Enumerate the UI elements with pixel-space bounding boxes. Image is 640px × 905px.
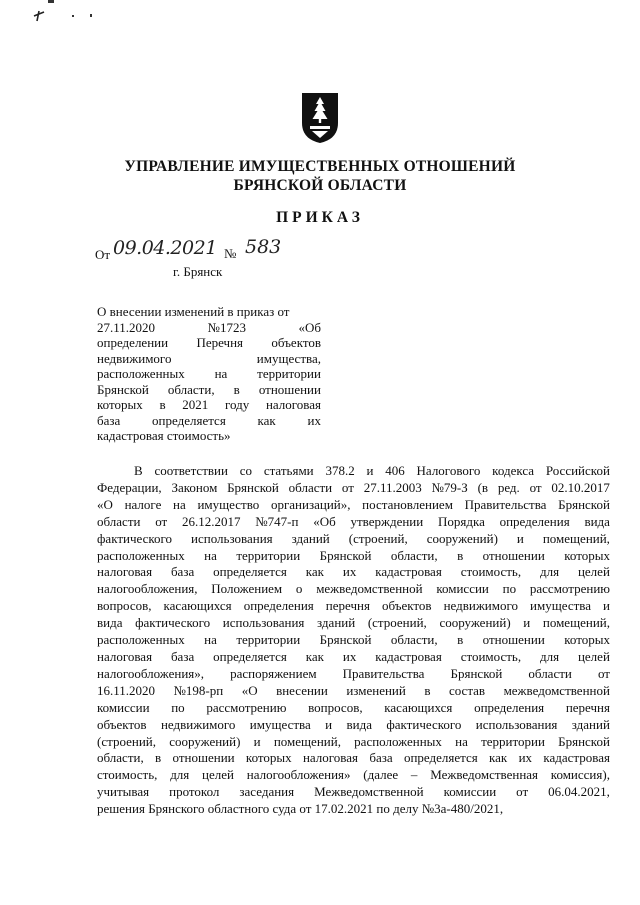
subject-text: кадастровая стоимость» bbox=[97, 428, 231, 443]
body-word: распоряжением bbox=[230, 665, 317, 681]
body-word: зданий bbox=[317, 615, 356, 631]
body-line bbox=[97, 649, 610, 666]
body-word: определяется bbox=[213, 564, 287, 580]
subject-text: О внесении изменений в приказ от bbox=[97, 304, 290, 319]
body-word: о bbox=[295, 581, 303, 597]
body-word: изменений bbox=[346, 682, 406, 698]
body-word: вопросов, bbox=[308, 699, 363, 715]
body-word: расположенных bbox=[354, 733, 442, 749]
body-word: их bbox=[518, 750, 533, 766]
body-word: №79-З bbox=[431, 479, 468, 495]
subject-word: расположенных bbox=[97, 366, 185, 381]
body-word: области bbox=[528, 665, 572, 681]
body-line bbox=[97, 632, 610, 649]
body-word: помещений, bbox=[542, 615, 610, 631]
subject-word: налоговая bbox=[265, 397, 321, 412]
subject-word: определяется bbox=[152, 412, 226, 428]
subject-line bbox=[97, 413, 321, 429]
body-word: Положением bbox=[211, 581, 283, 597]
body-word: В bbox=[134, 463, 143, 478]
body-word: 02.10.2017 bbox=[551, 479, 610, 495]
subject-word: объектов bbox=[271, 335, 321, 350]
body-word: области, bbox=[390, 547, 438, 563]
subject-word: «Об bbox=[298, 319, 321, 335]
bryansk-coat-of-arms-icon bbox=[299, 91, 341, 145]
body-line bbox=[97, 615, 610, 632]
subject-word: определении bbox=[97, 335, 169, 350]
body-line bbox=[97, 598, 610, 615]
body-word: которых bbox=[564, 632, 610, 648]
subject-word: территории bbox=[257, 366, 321, 381]
body-word: вопросов, bbox=[97, 598, 152, 614]
body-word: и bbox=[366, 463, 374, 478]
body-word: и bbox=[603, 598, 610, 614]
number-prefix: № bbox=[224, 246, 237, 261]
body-word: и bbox=[325, 716, 333, 732]
body-word: Российской bbox=[545, 463, 610, 478]
document-type-title: ПРИКАЗ bbox=[276, 209, 364, 226]
body-word: использования bbox=[475, 716, 558, 732]
body-word: вида bbox=[97, 615, 123, 631]
body-line bbox=[97, 767, 610, 784]
body-line bbox=[97, 581, 610, 598]
subject-word: в bbox=[233, 381, 240, 397]
body-line bbox=[97, 548, 610, 565]
body-word: статьями bbox=[263, 463, 314, 478]
body-word: Правительства bbox=[464, 496, 547, 512]
subject-word: имущества, bbox=[256, 350, 321, 366]
body-word: зданий bbox=[291, 530, 330, 546]
body-word: в bbox=[155, 750, 162, 766]
subject-word: Перечня bbox=[196, 335, 244, 350]
body-word: сооружений) bbox=[439, 615, 511, 631]
body-word: перечня bbox=[565, 699, 610, 715]
body-word: имущество bbox=[197, 496, 260, 512]
organization-name-line-2: БРЯНСКОЙ ОБЛАСТИ bbox=[233, 177, 407, 194]
subject-line bbox=[97, 366, 321, 382]
body-word: области bbox=[97, 513, 141, 529]
body-word: налоговая bbox=[97, 648, 153, 664]
body-word: зданий bbox=[571, 716, 610, 732]
body-word: рассмотрению bbox=[529, 581, 610, 597]
body-word: имущества bbox=[530, 598, 592, 614]
body-word: база bbox=[369, 750, 393, 766]
subject-word: 27.11.2020 bbox=[97, 319, 156, 335]
body-word: 27.11.2003 bbox=[363, 479, 422, 495]
order-body-text bbox=[97, 463, 610, 818]
subject-word: как bbox=[257, 412, 276, 428]
body-word: как bbox=[489, 750, 508, 766]
subject-word: которых bbox=[97, 397, 143, 412]
body-word: от bbox=[341, 479, 354, 495]
body-word: от bbox=[155, 513, 168, 529]
body-word: состав bbox=[448, 682, 486, 698]
body-word: использования bbox=[191, 530, 273, 546]
scan-margin-marks bbox=[30, 8, 130, 38]
body-word: кадастровая bbox=[375, 648, 442, 664]
body-word: утверждении bbox=[350, 513, 424, 529]
body-word: стоимость, bbox=[460, 564, 522, 580]
body-word: налогообложения», bbox=[97, 665, 205, 681]
body-word: определения bbox=[499, 513, 570, 529]
body-word: 406 bbox=[385, 463, 405, 478]
body-word: Федерации, bbox=[97, 479, 162, 495]
body-word: Законом bbox=[171, 479, 218, 495]
body-word: которых bbox=[245, 750, 292, 766]
body-word: определения bbox=[243, 598, 314, 614]
subject-word: их bbox=[307, 412, 321, 428]
body-word: недвижимого bbox=[160, 716, 236, 732]
body-word: касающихся bbox=[163, 598, 232, 614]
body-word: налоговая bbox=[97, 564, 153, 580]
body-word: области, bbox=[97, 750, 144, 766]
body-word: Брянской bbox=[558, 733, 610, 749]
body-line bbox=[97, 531, 610, 548]
organization-name-line-1: УПРАВЛЕНИЕ ИМУЩЕСТВЕННЫХ ОТНОШЕНИЙ bbox=[124, 158, 516, 175]
date-prefix: От bbox=[95, 247, 111, 262]
body-word: налогообложения» bbox=[246, 767, 351, 783]
subject-line bbox=[97, 320, 321, 336]
body-word: на bbox=[173, 496, 186, 512]
body-word: и bbox=[523, 615, 531, 631]
body-word: Брянской bbox=[558, 496, 610, 512]
body-word: 378.2 bbox=[325, 463, 355, 478]
body-word: объектов bbox=[381, 598, 432, 614]
body-line bbox=[97, 700, 610, 717]
body-word: кодекса bbox=[492, 463, 535, 478]
body-word: фактического bbox=[97, 530, 173, 546]
body-word: их bbox=[342, 648, 357, 664]
body-word: определяется bbox=[403, 750, 478, 766]
body-word: по bbox=[502, 581, 517, 597]
body-word: определения bbox=[474, 699, 545, 715]
body-word: целей bbox=[577, 564, 610, 580]
order-subject bbox=[97, 304, 321, 444]
body-word: Правительства bbox=[342, 665, 425, 681]
body-word: в bbox=[457, 547, 464, 563]
body-word: которых bbox=[564, 547, 610, 563]
body-word: фактического bbox=[386, 716, 462, 732]
body-word: отношении bbox=[172, 750, 235, 766]
body-word: комиссии bbox=[436, 581, 489, 597]
body-word: области bbox=[288, 479, 333, 495]
body-word: со bbox=[239, 463, 253, 478]
body-word: №747-п bbox=[255, 513, 299, 529]
subject-word: году bbox=[224, 397, 250, 412]
body-word: соответствии bbox=[154, 463, 228, 478]
body-word: на bbox=[204, 632, 217, 648]
body-word: и bbox=[253, 733, 261, 749]
body-word: Порядка bbox=[437, 513, 485, 529]
subject-word: области, bbox=[167, 381, 215, 397]
body-word: (строений, bbox=[348, 530, 408, 546]
body-word: «Об bbox=[313, 513, 336, 529]
body-line bbox=[97, 717, 610, 734]
subject-line bbox=[97, 304, 321, 320]
body-line bbox=[97, 734, 610, 751]
body-word: протокол bbox=[169, 784, 220, 800]
subject-line bbox=[97, 428, 321, 444]
body-word: для bbox=[539, 564, 560, 580]
body-word: имущества bbox=[249, 716, 311, 732]
body-word: ред. bbox=[497, 479, 520, 495]
body-line bbox=[97, 784, 610, 801]
body-text: решения Брянского областного суда от 17.02.2021 по делу №3а-480/2021, bbox=[97, 801, 504, 817]
body-word: заседания bbox=[239, 784, 295, 800]
body-word: комиссии bbox=[97, 699, 150, 715]
body-word: и bbox=[516, 530, 524, 546]
body-word: «О bbox=[97, 496, 113, 512]
body-word: налоге bbox=[124, 496, 162, 512]
body-word: сооружений) bbox=[169, 733, 241, 749]
body-word: по bbox=[171, 699, 185, 715]
body-word: межведомственной bbox=[503, 682, 610, 698]
body-line bbox=[97, 666, 610, 683]
body-line bbox=[97, 801, 610, 818]
subject-line bbox=[97, 351, 321, 367]
body-word: расположенных bbox=[97, 547, 185, 563]
body-word: от bbox=[516, 784, 529, 800]
body-word: от bbox=[597, 665, 610, 681]
body-word: налогообложения, bbox=[97, 581, 198, 597]
body-word: вида bbox=[346, 716, 372, 732]
body-word: на bbox=[204, 547, 217, 563]
body-word: помещений, bbox=[273, 733, 341, 749]
body-word: стоимость, bbox=[460, 648, 522, 664]
body-word: внесении bbox=[276, 682, 328, 698]
body-word: от bbox=[529, 479, 542, 495]
body-word: для bbox=[539, 648, 560, 664]
subject-word: база bbox=[97, 412, 121, 428]
body-word: стоимость, bbox=[97, 767, 158, 783]
body-word: учитывая bbox=[97, 784, 150, 800]
body-word: (строений, bbox=[97, 733, 156, 749]
body-word: комиссия), bbox=[550, 767, 610, 783]
body-line bbox=[97, 564, 610, 581]
body-word: – bbox=[410, 767, 418, 783]
body-line bbox=[97, 497, 610, 514]
subject-line bbox=[97, 397, 321, 413]
body-word: (строений, bbox=[367, 615, 427, 631]
body-word: целей bbox=[202, 767, 234, 783]
handwritten-order-number: 583 bbox=[245, 236, 282, 258]
body-word: Брянской bbox=[319, 547, 372, 563]
body-word: отношении bbox=[482, 547, 545, 563]
subject-word: №1723 bbox=[207, 319, 246, 335]
body-word: Брянской bbox=[227, 479, 279, 495]
body-word: рассмотрению bbox=[206, 699, 287, 715]
body-word: недвижимого bbox=[443, 598, 519, 614]
body-word: помещений, bbox=[542, 530, 610, 546]
body-word: «О bbox=[241, 682, 258, 698]
body-line bbox=[97, 750, 610, 767]
subject-word: отношении bbox=[258, 381, 321, 397]
body-word: целей bbox=[577, 648, 610, 664]
body-line bbox=[97, 463, 610, 480]
body-word: использования bbox=[222, 615, 305, 631]
body-word: для bbox=[170, 767, 190, 783]
body-word: объектов bbox=[97, 716, 147, 732]
body-word: сооружений) bbox=[426, 530, 498, 546]
subject-word: недвижимого bbox=[97, 350, 172, 366]
body-word: №198-рп bbox=[173, 682, 224, 698]
body-word: (далее bbox=[363, 767, 399, 783]
body-word: как bbox=[305, 648, 324, 664]
body-word: комиссии bbox=[443, 784, 497, 800]
body-word: организаций», bbox=[270, 496, 351, 512]
scan-top-edge-mark bbox=[48, 0, 54, 3]
body-line bbox=[97, 514, 610, 531]
body-word: их bbox=[342, 564, 357, 580]
body-word: межведомственной bbox=[316, 581, 423, 597]
body-word: база bbox=[170, 648, 195, 664]
body-word: Брянской bbox=[319, 632, 372, 648]
body-word: на bbox=[455, 733, 468, 749]
subject-line bbox=[97, 335, 321, 351]
body-line bbox=[97, 480, 610, 497]
subject-word: Брянской bbox=[97, 381, 149, 397]
body-word: 16.11.2020 bbox=[97, 682, 156, 698]
subject-word: на bbox=[214, 366, 228, 381]
body-word: (в bbox=[477, 479, 489, 495]
subject-word: 2021 bbox=[182, 397, 209, 412]
body-word: Межведомственная bbox=[430, 767, 539, 783]
body-word: в bbox=[424, 682, 431, 698]
body-word: расположенных bbox=[97, 632, 185, 648]
body-word: 26.12.2017 bbox=[181, 513, 241, 529]
body-word: перечня bbox=[325, 598, 370, 614]
body-word: постановлением bbox=[362, 496, 453, 512]
body-word: база bbox=[170, 564, 195, 580]
body-word: кадастровая bbox=[543, 750, 610, 766]
handwritten-date: 09.04.2021 bbox=[113, 237, 217, 259]
body-line bbox=[97, 683, 610, 700]
body-word: Межведомственной bbox=[314, 784, 424, 800]
body-word: 06.04.2021, bbox=[548, 784, 610, 800]
body-word: фактического bbox=[135, 615, 211, 631]
body-word: определяется bbox=[213, 648, 287, 664]
body-word: как bbox=[305, 564, 324, 580]
body-word: области, bbox=[390, 632, 438, 648]
issue-city: г. Брянск bbox=[173, 264, 223, 279]
body-word: налоговая bbox=[302, 750, 359, 766]
body-word: территории bbox=[236, 547, 301, 563]
body-word: отношении bbox=[482, 632, 545, 648]
body-word: в bbox=[457, 632, 464, 648]
body-word: Налогового bbox=[416, 463, 481, 478]
body-word: касающихся bbox=[384, 699, 453, 715]
body-word: Брянской bbox=[450, 665, 503, 681]
subject-line bbox=[97, 382, 321, 398]
subject-word: в bbox=[159, 397, 166, 412]
body-word: территории bbox=[236, 632, 301, 648]
body-word: вида bbox=[584, 513, 610, 529]
body-word: кадастровая bbox=[375, 564, 442, 580]
body-word: территории bbox=[481, 733, 545, 749]
